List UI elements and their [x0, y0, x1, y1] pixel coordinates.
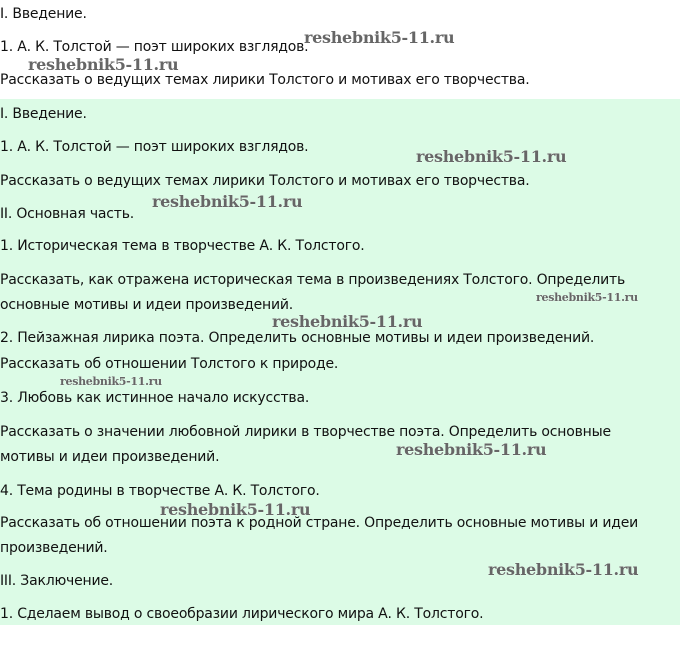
watermark: reshebnik5-11.ru — [272, 312, 423, 331]
watermark: reshebnik5-11.ru — [60, 375, 162, 388]
plan-point-1: 1. А. К. Толстой — поэт широких взглядов. — [0, 139, 309, 155]
plan-task-1: Рассказать о ведущих темах лирики Толстого и мотивах его творчества. — [0, 173, 530, 189]
watermark: reshebnik5-11.ru — [28, 55, 179, 74]
plan-homeland-title: 4. Тема родины в творчестве А. К. Толстого. — [0, 483, 320, 499]
plan-intro-heading: I. Введение. — [0, 106, 87, 122]
watermark: reshebnik5-11.ru — [536, 291, 638, 304]
watermark: reshebnik5-11.ru — [416, 147, 567, 166]
watermark: reshebnik5-11.ru — [304, 28, 455, 47]
plan-historical-title: 1. Историческая тема в творчестве А. К. Толстого. — [0, 238, 365, 254]
watermark: reshebnik5-11.ru — [488, 560, 639, 579]
plan-historical-task: Рассказать, как отражена историческая тема в произведениях Толстого. Определить основные мотивы и идеи произведений. — [0, 272, 626, 313]
plan-landscape-task: Рассказать об отношении Толстого к природе. — [0, 356, 339, 372]
top-task-1: Рассказать о ведущих темах лирики Толстого и мотивах его творчества. — [0, 72, 530, 88]
plan-homeland-task: Рассказать об отношении поэта к родной стране. Определить основные мотивы и идеи произведений. — [0, 515, 639, 556]
top-point-1: 1. А. К. Толстой — поэт широких взглядов. — [0, 39, 309, 55]
plan-love-title: 3. Любовь как истинное начало искусства. — [0, 390, 310, 406]
top-intro-heading: I. Введение. — [0, 6, 87, 22]
watermark: reshebnik5-11.ru — [152, 192, 303, 211]
plan-love-task: Рассказать о значении любовной лирики в творчестве поэта. Определить основные мотивы и идеи произведений. — [0, 424, 611, 465]
plan-landscape-title: 2. Пейзажная лирика поэта. Определить основные мотивы и идеи произведений. — [0, 330, 595, 346]
plan-main-part-heading: II. Основная часть. — [0, 206, 135, 222]
watermark: reshebnik5-11.ru — [160, 500, 311, 519]
watermark: reshebnik5-11.ru — [396, 440, 547, 459]
plan-conclusion-point: 1. Сделаем вывод о своеобразии лирического мира А. К. Толстого. — [0, 606, 484, 622]
plan-conclusion-heading: III. Заключение. — [0, 573, 114, 589]
